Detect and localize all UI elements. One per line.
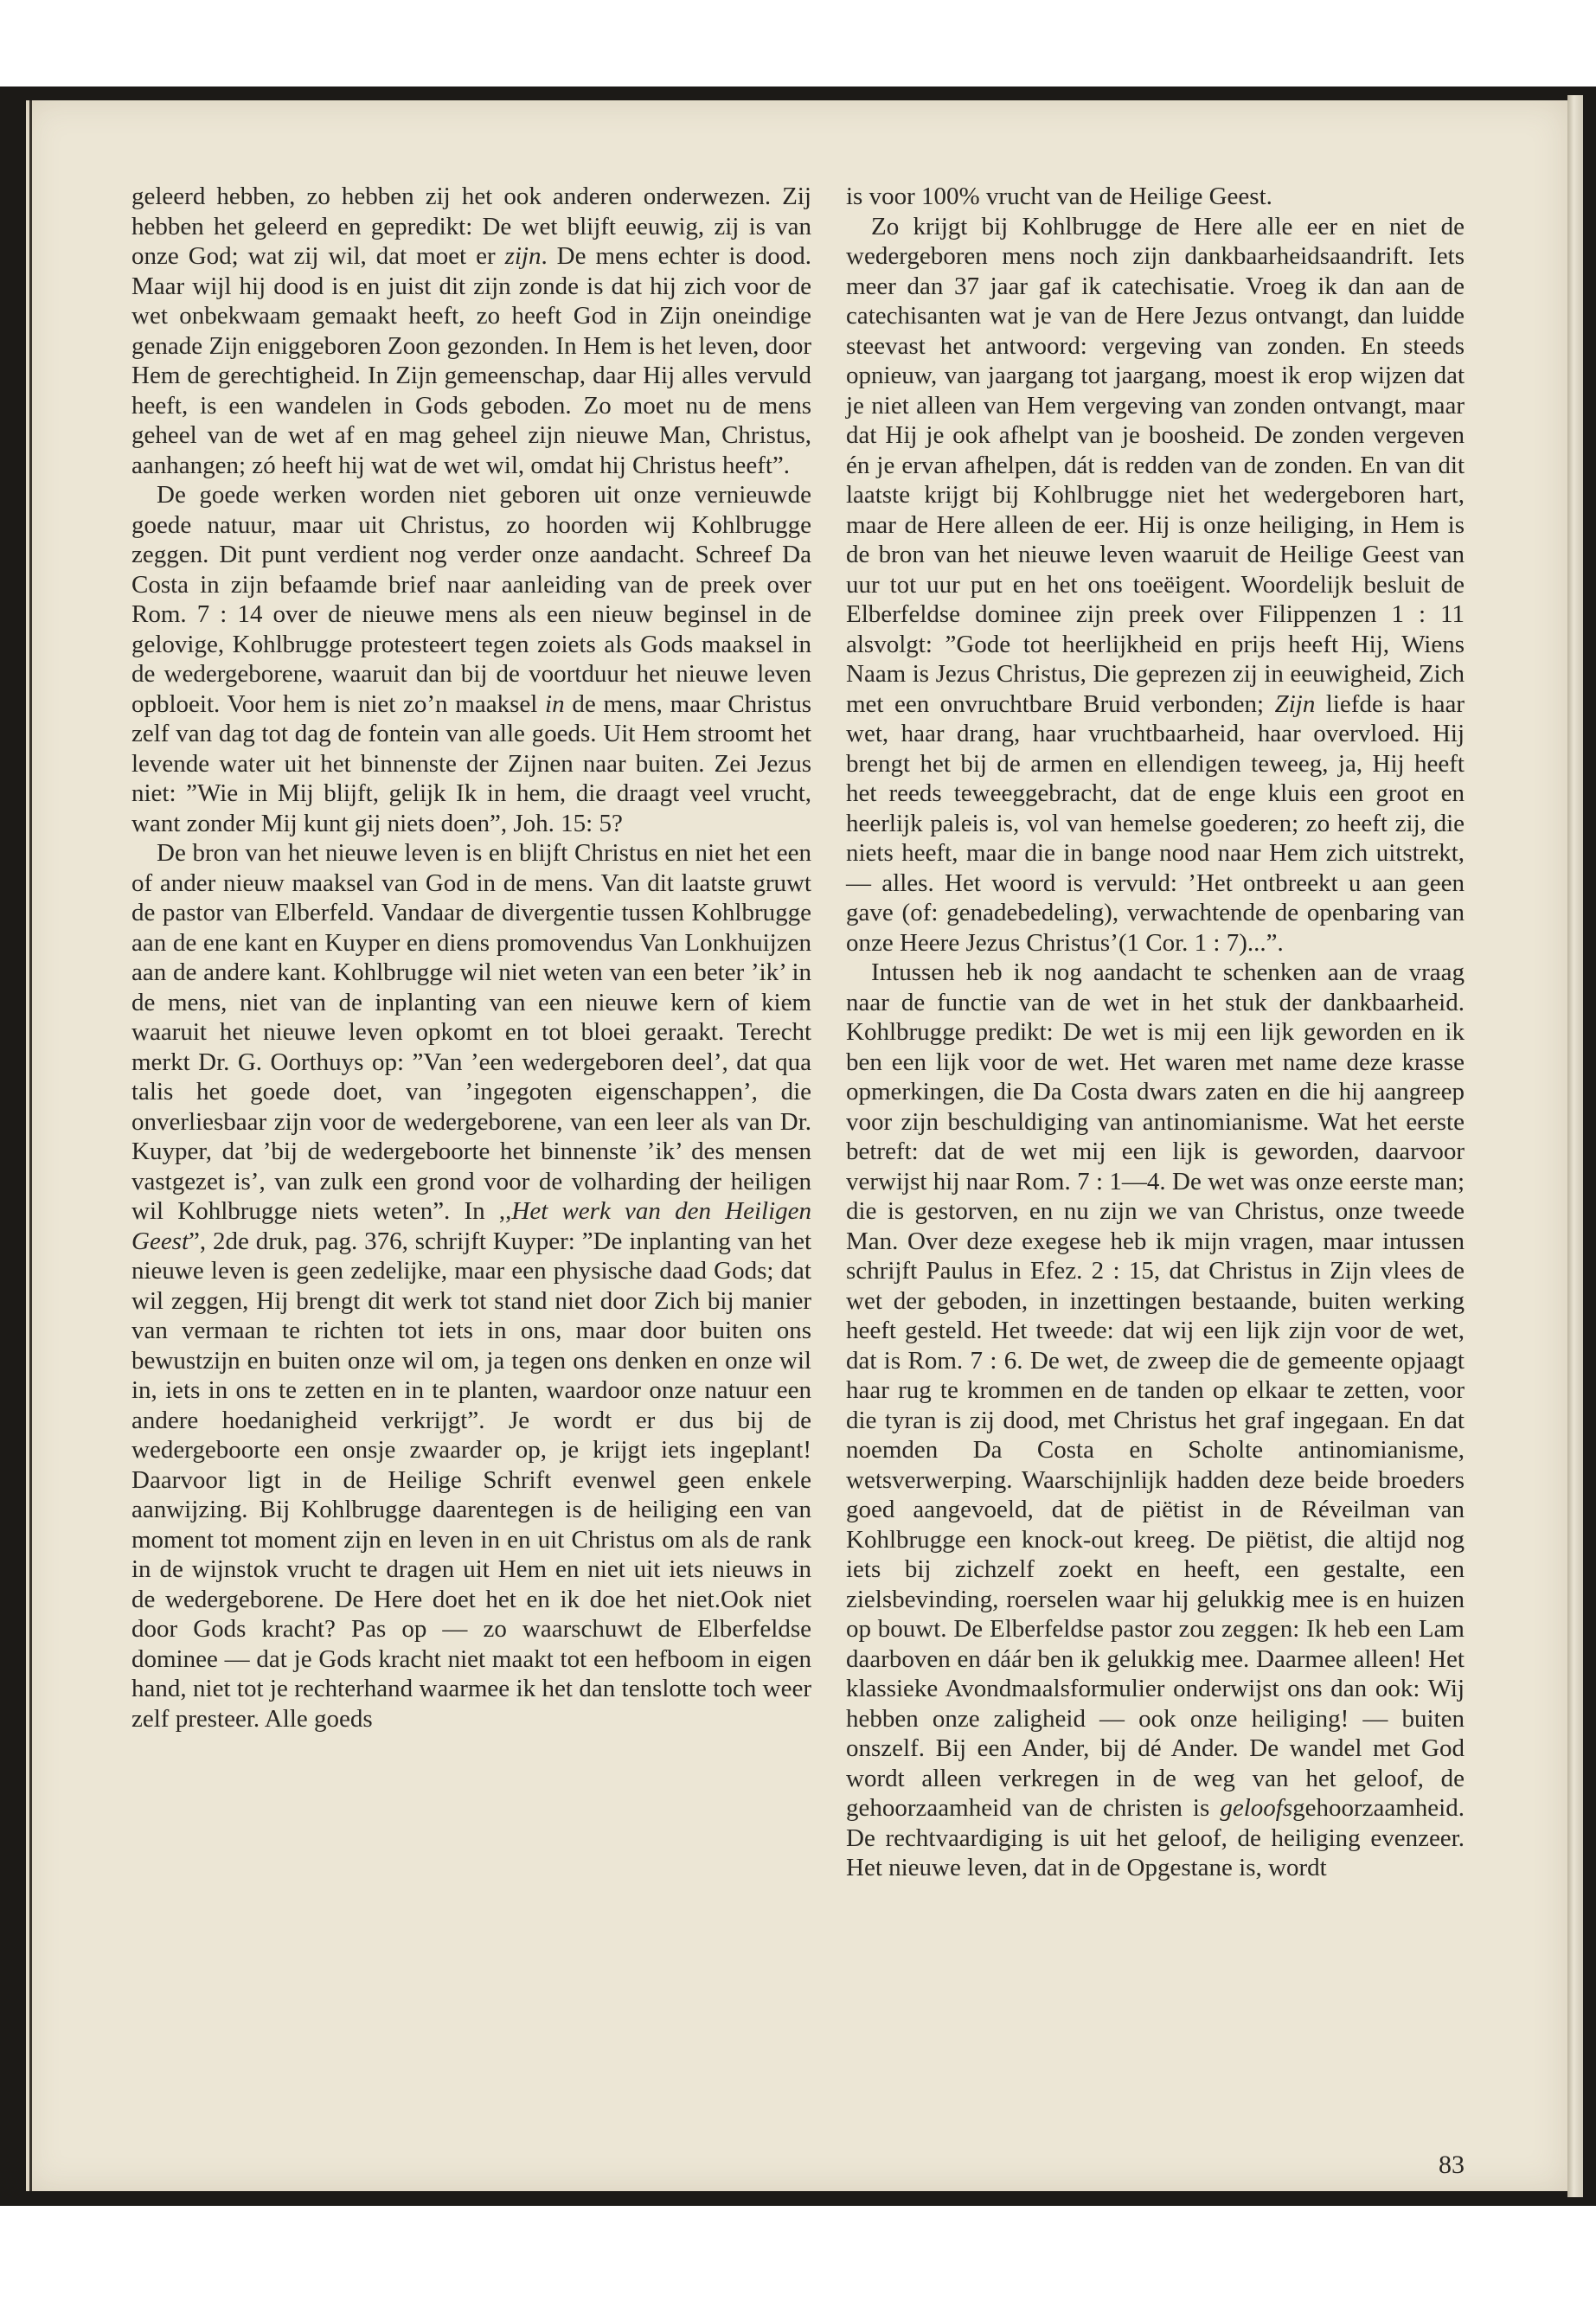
- paragraph: Intussen heb ik nog aandacht te schenken aan de vraag naar de functie van de wet in het stuk der dankbaarheid. Kohlbrugge predikt: De wet is mij een lijk geworden en ik ben een lijk voor de wet. Het waren met name deze krasse opmerkingen, die Da Costa dwars zaten en die hij aangreep voor zijn beschuldiging van antinomianisme. Wat het eerste betreft: dat de wet mij een lijk is geworden, daarvoor verwijst hij naar Rom. 7 : 1—4. De wet was onze eerste man; die is gestorven, en nu zijn we van Christus, onze tweede Man. Over deze exegese heb ik mijn vragen, maar intussen schrijft Paulus in Efez. 2 : 15, dat Christus in Zijn vlees de wet der geboden, in inzettingen bestaande, buiten werking heeft gesteld. Het tweede: dat wij een lijk zijn voor de wet, dat is Rom. 7 : 6. De wet, de zweep die de gemeente opjaagt haar rug te krommen en de tanden op elkaar te zetten, voor die tyran is zij dood, met Christus het graf ingegaan. En dat noemden Da Costa en Scholte antinomianisme, wetsverwerping. Waarschijnlijk hadden deze beide broeders goed aangevoeld, dat de piëtist in de Réveilman van Kohlbrugge een knock-out kreeg. De piëtist, die altijd nog iets bij zichzelf zoekt en heeft, een gestalte, een zielsbevinding, roerselen waar hij gelukkig mee is en huizen op bouwt. De Elberfeldse pastor zou zeggen: Ik heb een Lam daarboven en dáár ben ik gelukkig mee. Daarmee alleen! Het klassieke Avondmaalsformulier onderwijst ons dan ook: Wij hebben onze zaligheid — ook onze heiliging! — buiten onszelf. Bij een Ander, bij dé Ander. De wandel met God wordt alleen verkregen in de weg van het geloof, de gehoorzaamheid van de christen is geloofsgehoorzaamheid. De rechtvaardiging is uit het geloof, de heiliging evenzeer. Het nieuwe leven, dat in de Opgestane is, wordt: [846, 958, 1465, 1881]
- paragraph: Zo krijgt bij Kohlbrugge de Here alle eer en niet de wedergeboren mens noch zijn dankbaarheidsaandrift. Iets meer dan 37 jaar gaf ik catechisatie. Vroeg ik dan aan de catechisanten wat je van de Here Jezus ontvangt, dan luidde steevast het antwoord: vergeving van zonden. En steeds opnieuw, van jaargang tot jaargang, moest ik erop wijzen dat je niet alleen van Hem vergeving van zonden ontvangt, maar dat Hij je ook afhelpt van je boosheid. De zonden vergeven én je ervan afhelpen, dát is redden van de zonden. En van dit laatste krijgt bij Kohlbrugge niet het wedergeboren hart, maar de Here alleen de eer. Hij is onze heiliging, in Hem is de bron van het nieuwe leven waaruit de Heilige Geest van uur tot uur put en het ons toeëigent. Woordelijk besluit de Elberfeldse dominee zijn preek over Filippenzen 1 : 11 alsvolgt: ”Gode tot heerlijkheid en prijs heeft Hij, Wiens Naam is Jezus Christus, Die geprezen zij in eeuwigheid, Zich met een onvruchtbare Bruid verbonden; Zijn liefde is haar wet, haar drang, haar vruchtbaarheid, haar overvloed. Hij brengt het bij de armen en ellendigen teweeg, ja, Hij heeft het reeds teweeggebracht, dat de enge kluis een groot en heerlijk paleis is, vol van hemelse goederen; zo heeft zij, die niets heeft, maar die in bange nood naar Hem zich uitstrekt, — alles. Het woord is vervuld: ’Het ontbreekt u aan geen gave (of: genadebedeling), verwachtende de openbaring van onze Heere Jezus Christus’(1 Cor. 1 : 7)...”.: [846, 212, 1465, 957]
- page-edge: [1567, 95, 1583, 2197]
- right-column: [846, 182, 1465, 1883]
- paragraph: geleerd hebben, zo hebben zij het ook anderen onderwezen. Zij hebben het geleerd en gepredikt: De wet blijft eeuwig, zij is van onze God; wat zij wil, dat moet er zijn. De mens echter is dood. Maar wijl hij dood is en juist dit zijn zonde is dat hij zich voor de wet onbekwaam gemaakt heeft, zo heeft God in Zijn oneindige genade Zijn eniggeboren Zoon gezonden. In Hem is het leven, door Hem de gerechtigheid. In Zijn gemeenschap, daar Hij alles vervuld heeft, is een wandelen in Gods geboden. Zo moet nu de mens geheel van de wet af en mag geheel zijn nieuwe Man, Christus, aanhangen; zó heeft hij wat de wet wil, omdat hij Christus heeft”.: [131, 183, 811, 479]
- page-number: 83: [1439, 2150, 1465, 2179]
- paragraph: De bron van het nieuwe leven is en blijft Christus en niet het een of ander nieuw maaksel van God in de mens. Van dit laatste gruwt de pastor van Elberfeld. Vandaar de divergentie tussen Kohlbrugge aan de ene kant en Kuyper en diens promovendus Van Lonkhuijzen aan de andere kant. Kohlbrugge wil niet weten van een beter ’ik’ in de mens, niet van de inplanting van een nieuwe kern of kiem waaruit het nieuwe leven opkomt en tot bloei geraakt. Terecht merkt Dr. G. Oorthuys op: ”Van ’een wedergeboren deel’, dat qua talis het goede doet, van ’ingegoten eigenschappen’, die onverliesbaar zijn voor de wedergeborene, van een leer als van Dr. Kuyper, dat ’bij de wedergeboorte het binnenste ’ik’ des mensen vastgezet is’, van zulk een grond voor de volharding der heiligen wil Kohlbrugge niets weten”. In ,,Het werk van den Heiligen Geest”, 2de druk, pag. 376, schrijft Kuyper: ”De inplanting van het nieuwe leven is geen zedelijke, maar een physische daad Gods; dat wil zeggen, Hij brengt dit werk tot stand niet door Zich bij manier van vermaan te richten tot iets in ons, maar door buiten ons bewustzijn en buiten onze wil om, ja tegen ons denken en onze wil in, iets in ons te zetten en in te planten, waardoor onze natuur een andere hoedanigheid verkrijgt”. Je wordt er dus bij de wedergeboorte een onsje zwaarder op, je krijgt iets ingeplant! Daarvoor ligt in de Heilige Schrift evenwel geen enkele aanwijzing. Bij Kohlbrugge daarentegen is de heiliging een van moment tot moment zijn en leven in en uit Christus om als de rank in de wijnstok vrucht te dragen uit Hem en niet uit iets nieuws in de wedergeborene. De Here doet het en ik doe het niet.Ook niet door Gods kracht? Pas op — zo waarschuwt de Elberfeldse dominee — dat je Gods kracht niet maakt tot een hefboom in eigen hand, niet tot je rechterhand waarmee ik het dan tenslotte toch weer zelf presteer. Alle goeds: [131, 839, 812, 1733]
- binding-edge: [29, 100, 32, 2191]
- left-column: [131, 182, 811, 1734]
- paragraph: De goede werken worden niet geboren uit onze vernieuwde goede natuur, maar uit Christus, zo hoorden wij Kohlbrugge zeggen. Dit punt verdient nog verder onze aandacht. Schreef Da Costa in zijn befaamde brief naar aanleiding van de preek over Rom. 7 : 14 over de nieuwe mens als een nieuw beginsel in de gelovige, Kohlbrugge protesteert tegen zoiets als Gods maaksel in de wedergeborene, waaruit dan bij de voortduur het nieuwe leven opbloeit. Voor hem is niet zo’n maaksel in de mens, maar Christus zelf van dag tot dag de fontein van alle goeds. Uit Hem stroomt het levende water uit het binnenste der Zijnen naar buiten. Zei Jezus niet: ”Wie in Mij blijft, gelijk Ik in hem, die draagt veel vrucht, want zonder Mij kunt gij niets doen”, Joh. 15: 5?: [131, 481, 812, 837]
- paragraph: is voor 100% vrucht van de Heilige Geest.: [846, 183, 1272, 210]
